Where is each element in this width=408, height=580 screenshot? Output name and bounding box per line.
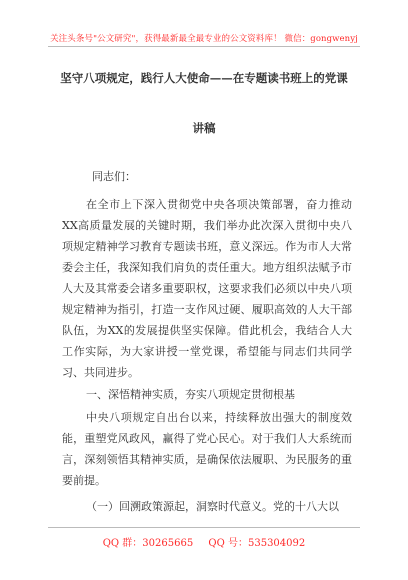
paragraph-section-1: 中央八项规定自出台以来，持续释放出强大的制度效能，重塑党风政风，赢得了党心民心。对于我们人大系统而言，深刻领悟其精神实质，是确保依法履职、为民服务的重要前提。 bbox=[62, 411, 352, 487]
footer bbox=[0, 534, 408, 549]
paragraph-intro: 在全市上下深入贯彻党中央各项决策部署，奋力推动XX高质量发展的关键时期，我们举办此次深入贯彻中央八项规定精神学习教育专题读书班，意义深远。作为市人大常委会主任，我深知我们肩负的责任重大。地方组织法赋予市人大及其常委会诸多重要职权，这要求我们必须以中央八项规定精神为指引，打造一支作风过硬、履职高效的人大干部队伍，为XX的发展提供坚实保障。借此机会，我结合人大工作实际，为大家讲授一堂党课，希望能与同志们共同学习、共同进步。 bbox=[62, 198, 352, 379]
footer-qq-number: QQ 号：535304092 bbox=[208, 538, 306, 549]
paragraph-subsection-1: （一）回溯政策源起，洞察时代意义。党的十八大以 bbox=[86, 500, 339, 513]
salutation: 同志们： bbox=[92, 170, 136, 183]
header-divider bbox=[48, 46, 360, 47]
document-title-continued: 讲稿 bbox=[192, 121, 216, 135]
document-title: 坚守八项规定，践行人大使命——在专题读书班上的党课 bbox=[60, 71, 348, 85]
section-heading: 一、深悟精神实质，夯实八项规定贯彻根基 bbox=[86, 388, 295, 401]
footer-qq-group: QQ 群：30265665 bbox=[102, 538, 194, 549]
header-note: 关注头条号"公文研究"，获得最新最全最专业的公文资料库！ 微信：gongwenyj bbox=[50, 34, 358, 44]
footer-divider bbox=[48, 527, 360, 528]
